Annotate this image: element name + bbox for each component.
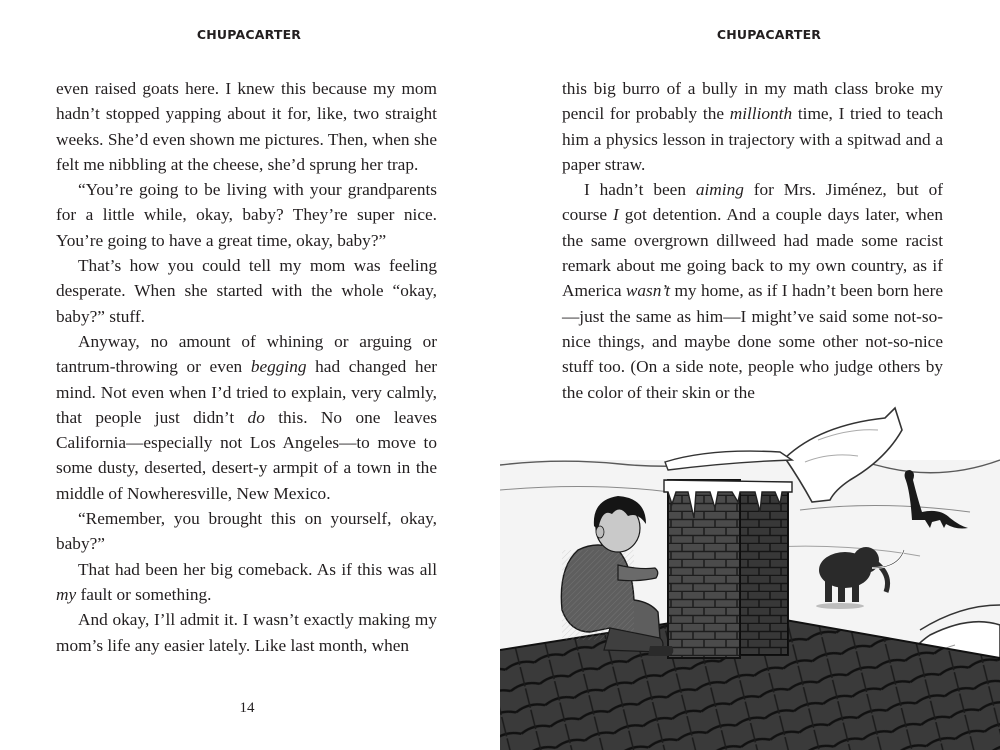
paragraph [56, 506, 437, 557]
text-run: this big burro of a bully in my math class broke my pencil for probably the [562, 79, 943, 124]
emphasis: aiming [695, 180, 744, 200]
paragraph [56, 253, 437, 329]
chimney [664, 480, 792, 658]
right-page-text [562, 76, 943, 405]
rooftop-illustration [500, 400, 1000, 750]
right-page [500, 0, 1000, 750]
text-run: had changed her mind. Not even when I’d tried to explain, very calmly, that people just didn’t [56, 357, 437, 427]
text-run: “Remember, you brought this on yourself, okay, baby?” [56, 509, 437, 554]
text-run: “You’re going to be living with your grandparents for a little while, okay, baby? They’re super nice. You’re going to have a great time, okay, baby?” [56, 180, 437, 250]
page-number: 14 [239, 700, 255, 716]
text-run: my home, as if I hadn’t been born here—just the same as him—I might’ve said some not-so-nice things, and maybe done some other not-so-nice stuff too. (On a side note, people who judge others by the color of their skin or the [562, 281, 943, 402]
paragraph [56, 177, 437, 253]
text-run: I hadn’t been [584, 180, 696, 200]
paragraph [56, 76, 437, 177]
text-run: even raised goats here. I knew this because my mom hadn’t stopped yapping about it for, like, two straight weeks. She’d even shown me pictures. Then, when she felt me nibbling at the cheese, she’d sprung her trap. [56, 79, 437, 174]
paragraph [56, 557, 437, 608]
running-head-left: CHUPACARTER [196, 27, 302, 42]
emphasis: millionth [729, 104, 793, 124]
text-run: for Mrs. Jiménez, but of course [562, 180, 943, 225]
text-run: got detention. And a couple days later, when the same overgrown dillweed had made some racist remark about me going back to my own country, as if America [562, 205, 943, 301]
text-run: That had been her big comeback. As if this was all [78, 559, 437, 579]
emphasis: my [56, 584, 77, 604]
emphasis: begging [250, 357, 307, 377]
text-run: fault or something. [76, 584, 212, 604]
text-run: And okay, I’ll admit it. I wasn’t exactly making my mom’s life any easier lately. Like last month, when [56, 610, 437, 655]
text-run: this. No one leaves California—especially not Los Angeles—to move to some dusty, deserted, desert-y armpit of a town in the middle of Nowheresville, New Mexico. [56, 407, 437, 503]
text-run: Anyway, no amount of whining or arguing or tantrum-throwing or even [56, 331, 437, 377]
emphasis: I [613, 205, 619, 225]
left-page-text [56, 76, 437, 658]
paragraph [56, 607, 437, 658]
text-run: That’s how you could tell my mom was feeling desperate. When she started with the whole “okay, baby?” stuff. [56, 256, 437, 326]
emphasis: do [247, 407, 265, 427]
running-head-right: CHUPACARTER [716, 27, 822, 42]
paragraph [56, 329, 437, 506]
paragraph [562, 177, 943, 405]
text-run: time, I tried to teach him a physics lesson in trajectory with a spitwad and a paper straw. [562, 104, 943, 174]
emphasis: wasn’t [625, 281, 671, 301]
paragraph [562, 76, 943, 177]
